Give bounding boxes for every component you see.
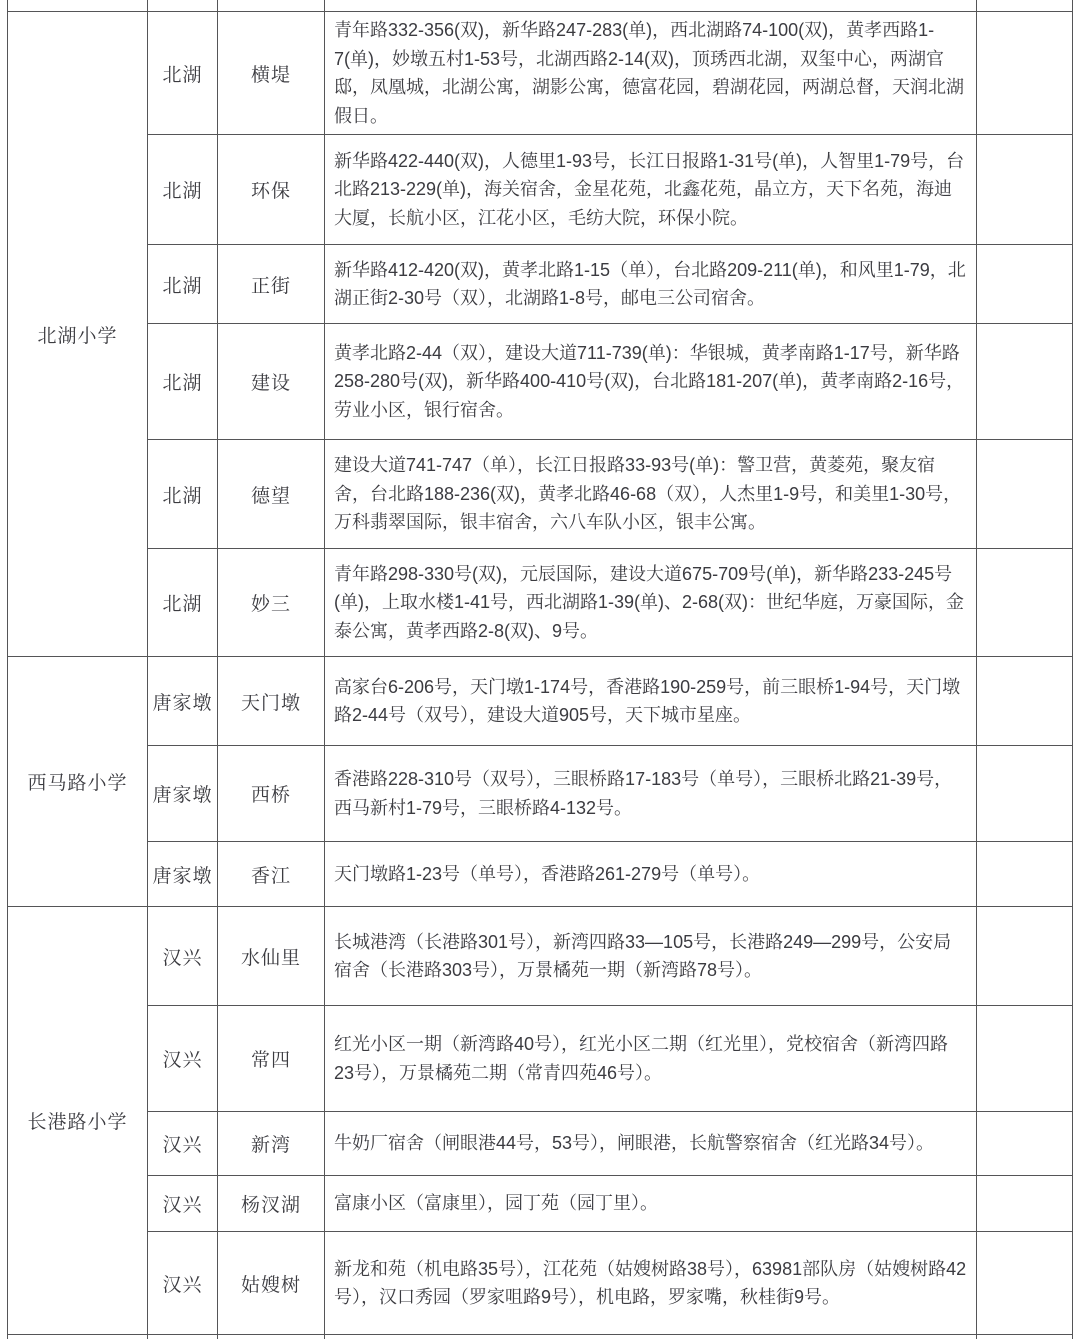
area-cell: 天门墩 (218, 657, 325, 746)
empty-cell (8, 0, 148, 12)
bottom-partial-row (8, 1335, 1073, 1339)
empty-cell (977, 245, 1073, 324)
zone-row (8, 549, 1073, 657)
area-cell: 水仙里 (218, 907, 325, 1006)
zone-row (8, 907, 1073, 1006)
area-cell: 新湾 (218, 1112, 325, 1176)
empty-cell (977, 1335, 1073, 1339)
area-cell: 香江 (218, 842, 325, 907)
school-zone-table (7, 0, 1073, 1339)
district-cell: 汉兴 (148, 907, 218, 1006)
district-cell: 汉兴 (148, 1006, 218, 1112)
area-cell: 杨汊湖 (218, 1176, 325, 1232)
addresses-cell: 高家台6-206号，天门墩1-174号，香港路190-259号，前三眼桥1-94号，天门墩路2-44号（双号），建设大道905号，天下城市星座。 (325, 657, 977, 746)
zone-row (8, 324, 1073, 440)
empty-cell (977, 1006, 1073, 1112)
empty-cell (977, 549, 1073, 657)
empty-cell (977, 907, 1073, 1006)
district-cell: 汉兴 (148, 1112, 218, 1176)
addresses-cell: 新龙和苑（机电路35号），江花苑（姑嫂树路38号），63981部队房（姑嫂树路42号），汉口秀园（罗家咀路9号），机电路，罗家嘴，秋桂街9号。 (325, 1232, 977, 1335)
empty-cell (8, 1335, 148, 1339)
area-cell: 环保 (218, 135, 325, 245)
zone-row (8, 842, 1073, 907)
addresses-cell: 新华路422-440(双)，人德里1-93号，长江日报路1-31号(单)，人智里1-79号，台北路213-229(单)，海关宿舍，金星花苑，北鑫花苑，晶立方，天下名苑，海迪大厦，长航小区，江花小区，毛纺大院，环保小院。 (325, 135, 977, 245)
school-name-cell: 西马路小学 (8, 657, 148, 907)
top-partial-row (8, 0, 1073, 12)
empty-cell (977, 324, 1073, 440)
area-cell: 常四 (218, 1006, 325, 1112)
district-cell: 北湖 (148, 245, 218, 324)
empty-cell (148, 1335, 218, 1339)
empty-cell (148, 0, 218, 12)
area-cell: 横堤 (218, 12, 325, 135)
district-cell: 北湖 (148, 12, 218, 135)
zone-row (8, 1176, 1073, 1232)
empty-cell (977, 0, 1073, 12)
area-cell: 德望 (218, 440, 325, 549)
addresses-cell: 富康小区（富康里），园丁苑（园丁里）。 (325, 1176, 977, 1232)
zone-row (8, 746, 1073, 842)
area-cell: 姑嫂树 (218, 1232, 325, 1335)
empty-cell (325, 0, 977, 12)
empty-cell (977, 135, 1073, 245)
addresses-cell: 天门墩路1-23号（单号），香港路261-279号（单号）。 (325, 842, 977, 907)
district-cell: 北湖 (148, 549, 218, 657)
district-cell: 唐家墩 (148, 746, 218, 842)
zone-row (8, 440, 1073, 549)
district-cell: 北湖 (148, 135, 218, 245)
area-cell: 妙三 (218, 549, 325, 657)
zone-row (8, 1232, 1073, 1335)
addresses-cell: 香港路228-310号（双号），三眼桥路17-183号（单号），三眼桥北路21-39号，西马新村1-79号，三眼桥路4-132号。 (325, 746, 977, 842)
area-cell: 正街 (218, 245, 325, 324)
empty-cell (218, 1335, 325, 1339)
empty-cell (977, 746, 1073, 842)
school-name-cell: 长港路小学 (8, 907, 148, 1335)
zone-row (8, 1006, 1073, 1112)
addresses-cell: 青年路298-330号(双)，元辰国际，建设大道675-709号(单)，新华路233-245号(单)，上取水楼1-41号，西北湖路1-39(单)、2-68(双)：世纪华庭，万豪国际，金泰公寓，黄孝西路2-8(双)、9号。 (325, 549, 977, 657)
empty-cell (977, 1232, 1073, 1335)
empty-cell (325, 1335, 977, 1339)
district-cell: 唐家墩 (148, 657, 218, 746)
addresses-cell: 建设大道741-747（单），长江日报路33-93号(单)：警卫营，黄菱苑，聚友宿舍，台北路188-236(双)，黄孝北路46-68（双），人杰里1-9号，和美里1-30号，万科翡翠国际，银丰宿舍，六八车队小区，银丰公寓。 (325, 440, 977, 549)
addresses-cell: 长城港湾（长港路301号），新湾四路33—105号，长港路249—299号，公安局宿舍（长港路303号），万景橘苑一期（新湾路78号）。 (325, 907, 977, 1006)
empty-cell (977, 12, 1073, 135)
empty-cell (977, 1176, 1073, 1232)
empty-cell (218, 0, 325, 12)
area-cell: 西桥 (218, 746, 325, 842)
addresses-cell: 黄孝北路2-44（双），建设大道711-739(单)：华银城，黄孝南路1-17号，新华路258-280号(双)，新华路400-410号(双)，台北路181-207(单)，黄孝南路2-16号，劳业小区，银行宿舍。 (325, 324, 977, 440)
addresses-cell: 青年路332-356(双)，新华路247-283(单)，西北湖路74-100(双)，黄孝西路1-7(单)，妙墩五村1-53号，北湖西路2-14(双)，顶琇西北湖，双玺中心，两湖官邸，凤凰城，北湖公寓，湖影公寓，德富花园，碧湖花园，两湖总督，天润北湖假日。 (325, 12, 977, 135)
addresses-cell: 新华路412-420(双)，黄孝北路1-15（单），台北路209-211(单)，和风里1-79，北湖正街2-30号（双），北湖路1-8号，邮电三公司宿舍。 (325, 245, 977, 324)
zone-row (8, 12, 1073, 135)
addresses-cell: 红光小区一期（新湾路40号），红光小区二期（红光里），党校宿舍（新湾四路23号），万景橘苑二期（常青四苑46号）。 (325, 1006, 977, 1112)
zone-row (8, 657, 1073, 746)
zone-row (8, 1112, 1073, 1176)
empty-cell (977, 1112, 1073, 1176)
district-cell: 汉兴 (148, 1176, 218, 1232)
school-name-cell: 北湖小学 (8, 12, 148, 657)
district-cell: 北湖 (148, 324, 218, 440)
zone-row (8, 245, 1073, 324)
addresses-cell: 牛奶厂宿舍（闸眼港44号，53号），闸眼港，长航警察宿舍（红光路34号）。 (325, 1112, 977, 1176)
empty-cell (977, 657, 1073, 746)
district-cell: 唐家墩 (148, 842, 218, 907)
empty-cell (977, 440, 1073, 549)
district-cell: 北湖 (148, 440, 218, 549)
empty-cell (977, 842, 1073, 907)
area-cell: 建设 (218, 324, 325, 440)
district-cell: 汉兴 (148, 1232, 218, 1335)
zone-row (8, 135, 1073, 245)
